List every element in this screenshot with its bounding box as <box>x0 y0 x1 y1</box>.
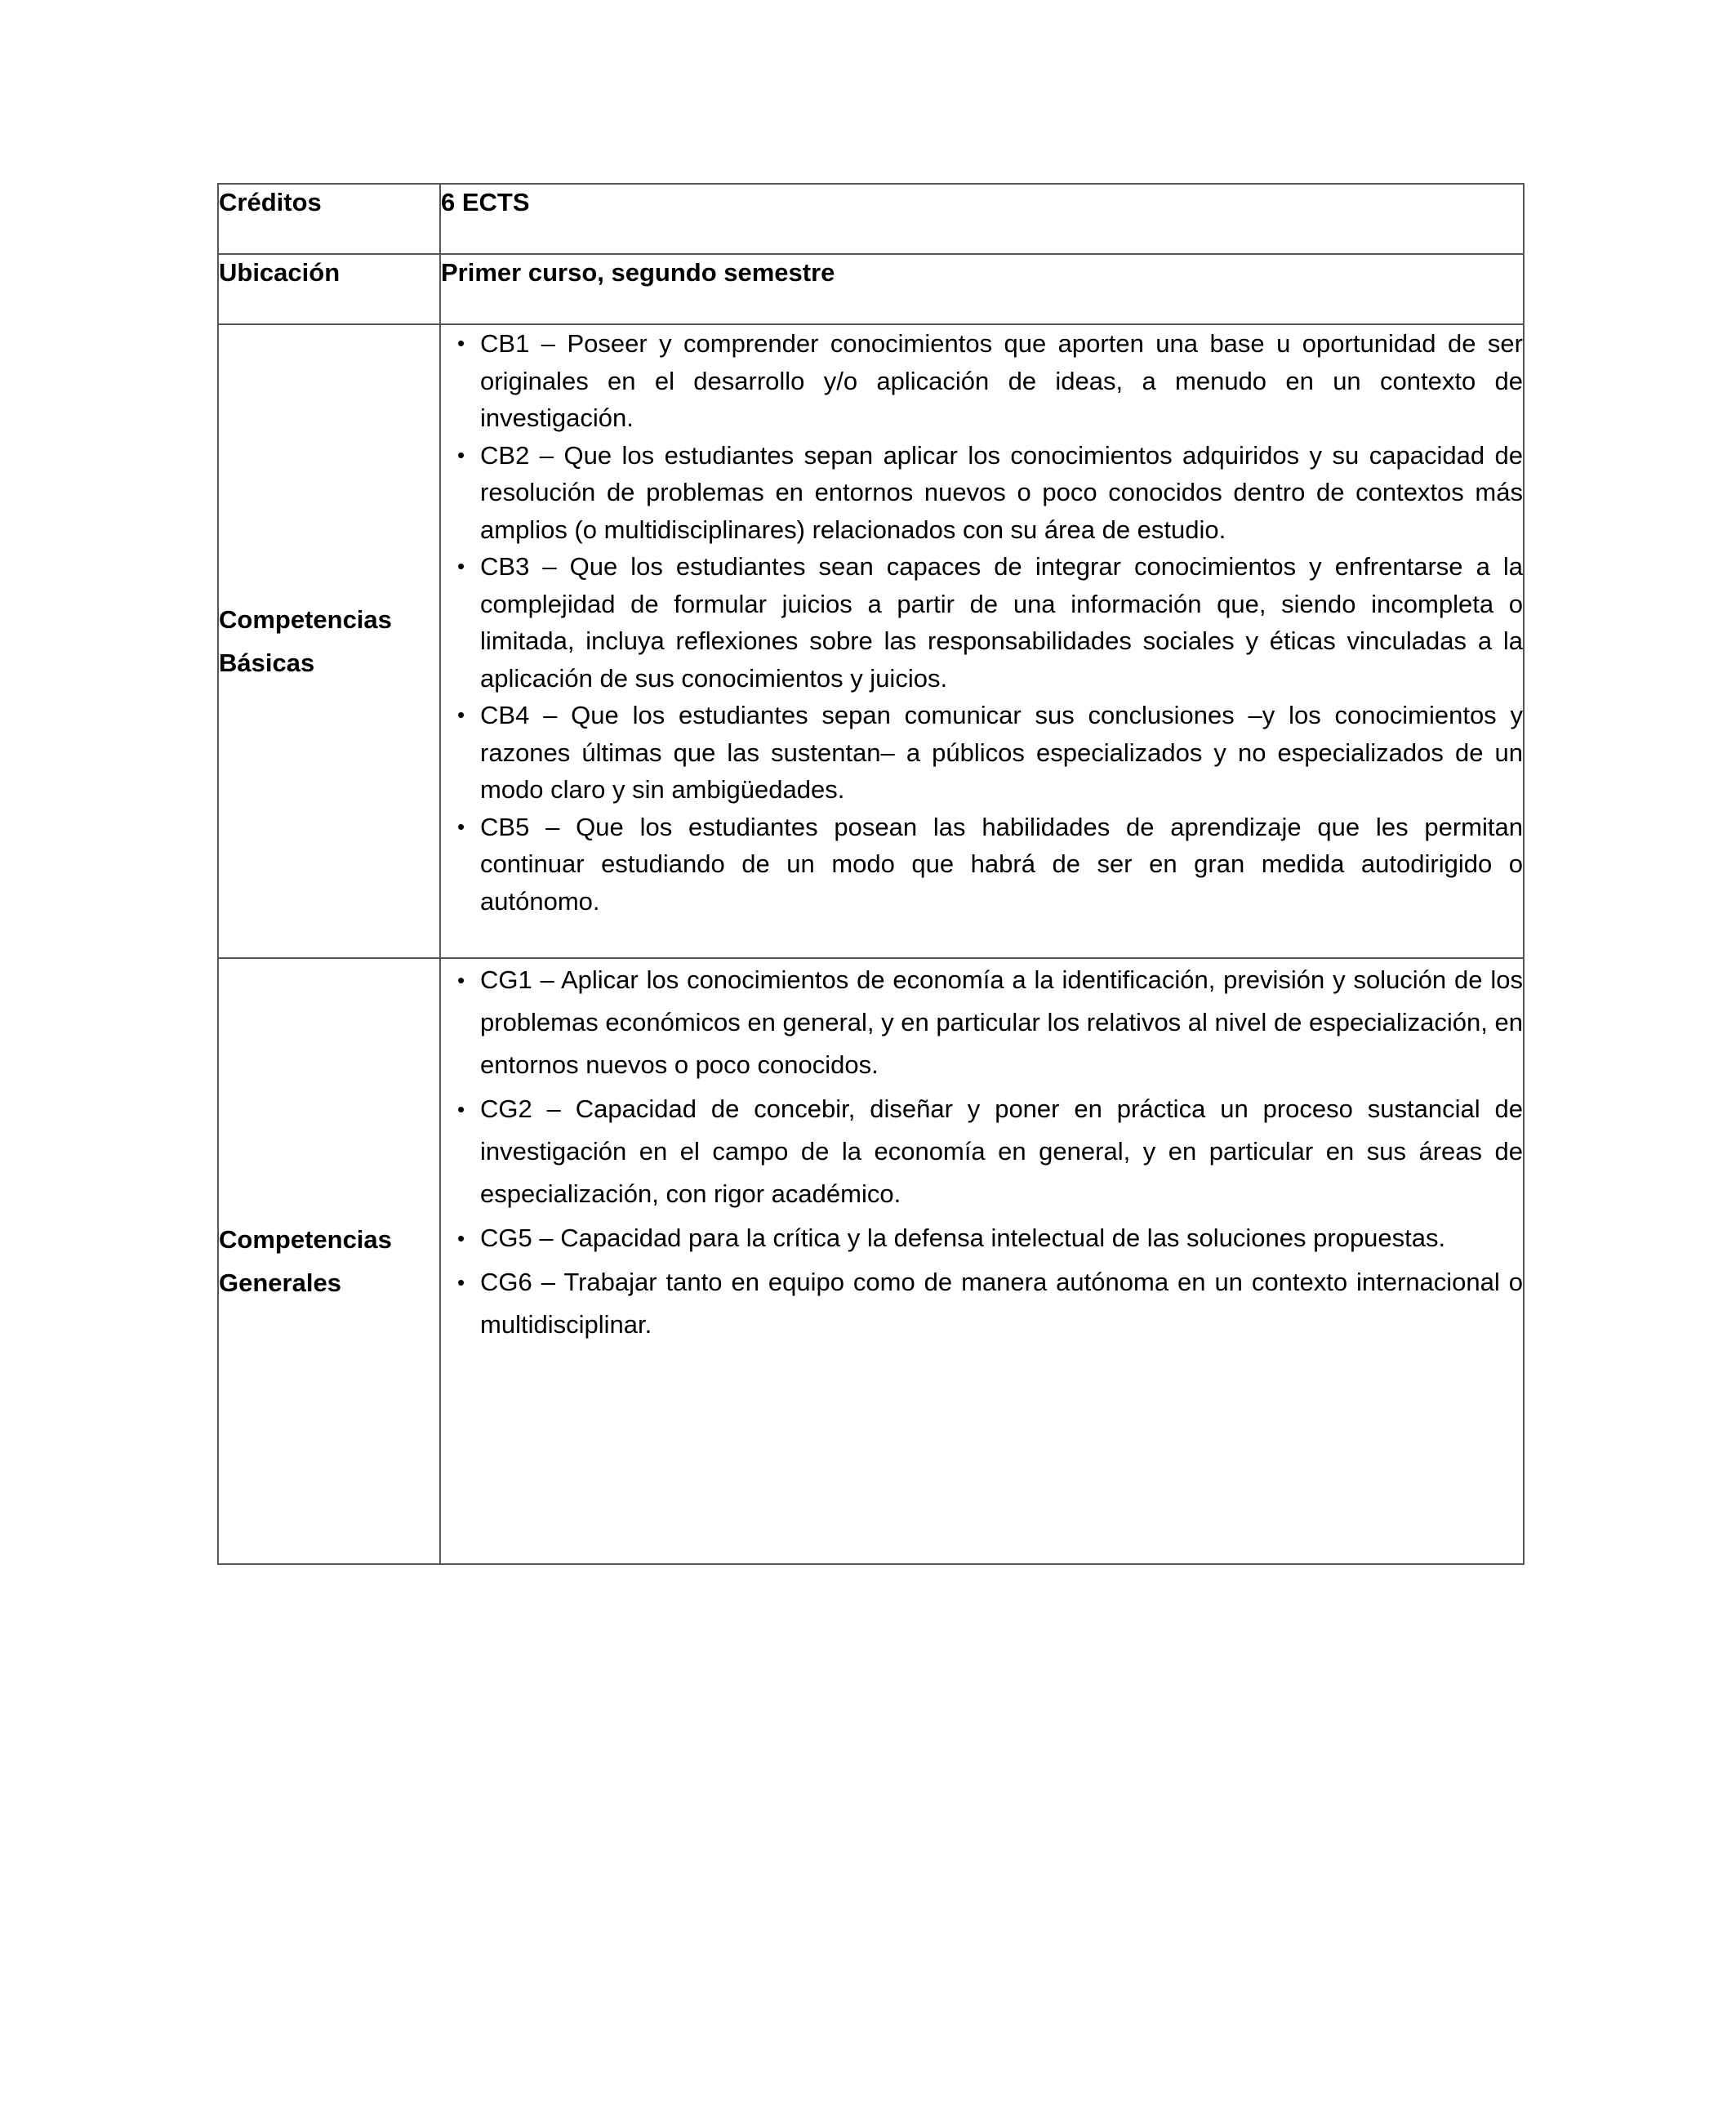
bullet-icon: • <box>457 442 465 467</box>
value-ubicacion: Primer curso, segundo semestre <box>440 254 1524 324</box>
item-text: CB2 – Que los estudiantes sepan aplicar los conocimientos adquiridos y su capacidad de resolución de problemas en entornos nuevos o poco conocidos dentro de contextos más amplios (o multidisciplinares) relacionados con su área de estudio. <box>480 440 1523 544</box>
list-item <box>441 959 1523 1086</box>
item-text: CG6 – Trabajar tanto en equipo como de manera autónoma en un contexto internacional o multidisciplinar. <box>480 1268 1523 1339</box>
competencias-generales-list <box>441 959 1523 1346</box>
competencias-basicas-list <box>441 325 1523 920</box>
bullet-icon: • <box>457 1270 465 1295</box>
list-item <box>441 437 1523 549</box>
label-competencias-generales-line2: Generales <box>219 1268 341 1297</box>
item-text: CB5 – Que los estudiantes posean las habilidades de aprendizaje que les permitan continuar estudiando de un modo que habrá de ser en gran medida autodirigido o autónomo. <box>480 812 1523 916</box>
list-item <box>441 1261 1523 1346</box>
label-competencias-basicas-line2: Básicas <box>219 649 315 677</box>
item-text: CB4 – Que los estudiantes sepan comunicar sus conclusiones –y los conocimientos y razones últimas que las sustentan– a públicos especializados y no especializados de un modo claro y sin ambigüedades. <box>480 701 1523 804</box>
value-creditos: 6 ECTS <box>440 184 1524 254</box>
label-creditos: Créditos <box>218 184 440 254</box>
label-competencias-basicas <box>218 324 440 958</box>
bullet-icon: • <box>457 702 465 727</box>
item-text: CG1 – Aplicar los conocimientos de economía a la identificación, previsión y solución de los problemas económicos en general, y en particular los relativos al nivel de especialización, en entornos nuevos o poco conocidos. <box>480 965 1523 1079</box>
list-item <box>441 697 1523 809</box>
list-item <box>441 325 1523 437</box>
row-creditos <box>218 184 1524 254</box>
row-ubicacion <box>218 254 1524 324</box>
item-text: CB3 – Que los estudiantes sean capaces de integrar conocimientos y enfrentarse a la complejidad de formular juicios a partir de una información que, siendo incompleta o limitada, incluya reflexiones sobre las responsabilidades sociales y éticas vinculadas a la aplicación de sus conocimientos y juicios. <box>480 552 1523 693</box>
label-competencias-generales <box>218 958 440 1564</box>
row-competencias-generales <box>218 958 1524 1564</box>
row-competencias-basicas <box>218 324 1524 958</box>
subject-info-table <box>217 183 1525 1565</box>
label-competencias-basicas-line1: Competencias <box>219 605 392 634</box>
list-item <box>441 1088 1523 1215</box>
item-text: CG5 – Capacidad para la crítica y la defensa intelectual de las soluciones propuestas. <box>480 1224 1446 1252</box>
item-text: CG2 – Capacidad de concebir, diseñar y poner en práctica un proceso sustancial de investigación en el campo de la economía en general, y en particular en sus áreas de especialización, con rigor académico. <box>480 1094 1523 1208</box>
bullet-icon: • <box>457 554 465 578</box>
bullet-icon: • <box>457 968 465 992</box>
bullet-icon: • <box>457 1097 465 1121</box>
competencias-basicas-cell <box>440 324 1524 958</box>
bullet-icon: • <box>457 1226 465 1250</box>
label-ubicacion: Ubicación <box>218 254 440 324</box>
list-item <box>441 1217 1523 1259</box>
bullet-icon: • <box>457 331 465 355</box>
list-item <box>441 548 1523 697</box>
bullet-icon: • <box>457 814 465 839</box>
label-competencias-generales-line1: Competencias <box>219 1225 392 1254</box>
list-item <box>441 809 1523 921</box>
competencias-generales-cell <box>440 958 1524 1564</box>
item-text: CB1 – Poseer y comprender conocimientos que aporten una base u oportunidad de ser originales en el desarrollo y/o aplicación de ideas, a menudo en un contexto de investigación. <box>480 329 1523 432</box>
